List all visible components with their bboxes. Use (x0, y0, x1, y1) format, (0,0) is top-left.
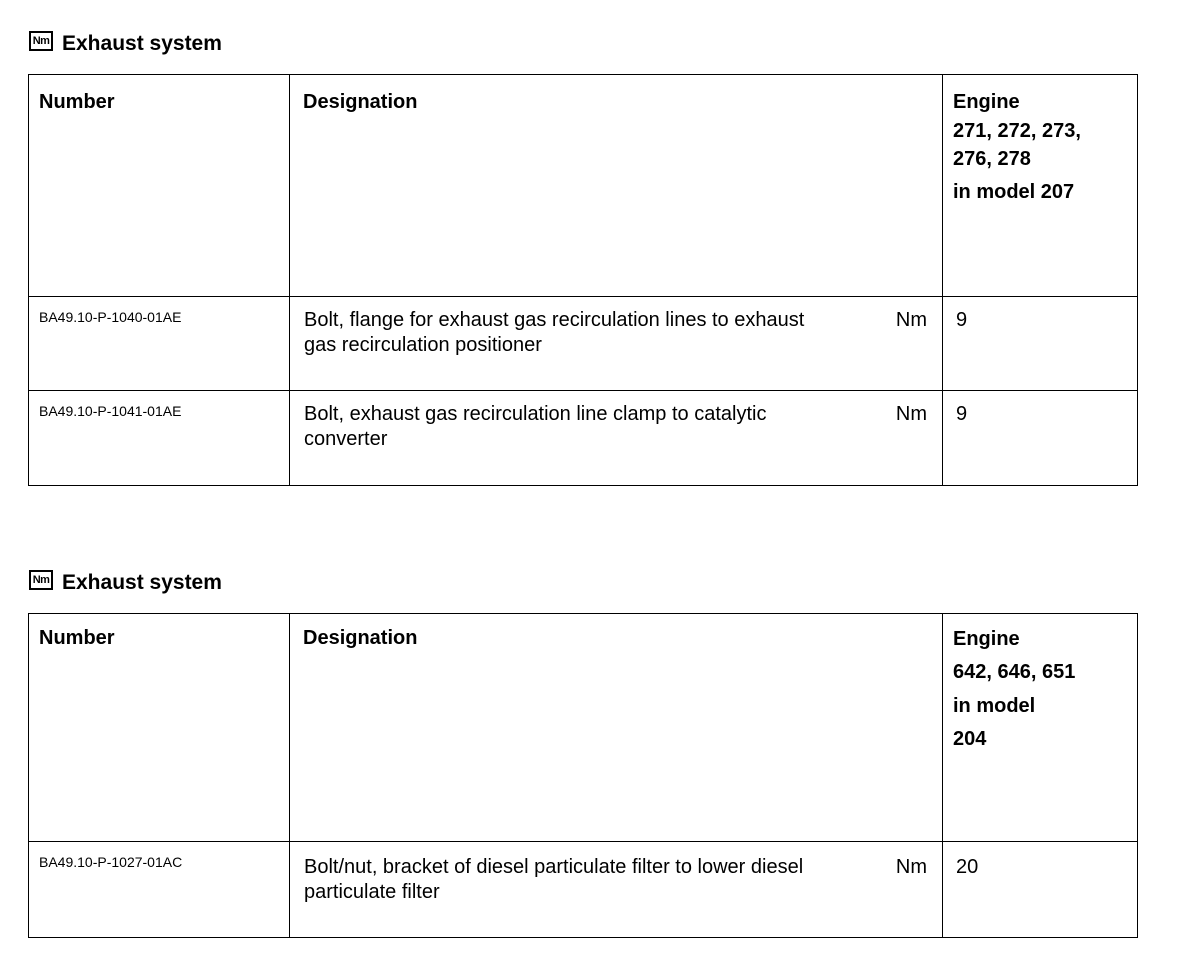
header-engine-line: in model 207 (953, 181, 1075, 203)
header-number: Number (39, 91, 115, 113)
designation-text: Bolt, flange for exhaust gas recirculation lines to exhaust gas recirculation positioner (304, 309, 805, 356)
header-engine-line: 204 (953, 728, 987, 750)
number-cell (29, 842, 290, 938)
table-row (29, 842, 1138, 938)
torque-value: 9 (956, 309, 968, 331)
table-header-row (29, 75, 1138, 297)
table-header-row (29, 614, 1138, 842)
designation-cell (290, 297, 943, 391)
designation-cell (290, 842, 943, 938)
header-designation-cell (290, 75, 943, 297)
number-cell (29, 297, 290, 391)
unit-label: Nm (895, 856, 927, 878)
value-cell (943, 297, 1138, 391)
header-number: Number (39, 627, 115, 649)
torque-table (28, 613, 1138, 938)
header-engine-label: Engine (953, 91, 1020, 113)
nm-torque-icon: Nm (29, 31, 53, 51)
table-row (29, 297, 1138, 391)
section-title (29, 30, 222, 58)
header-engine-cell (943, 614, 1138, 842)
designation-text: Bolt/nut, bracket of diesel particulate filter to lower diesel particulate filter (304, 856, 804, 903)
torque-table (28, 74, 1138, 486)
unit-label: Nm (895, 403, 927, 425)
part-number: BA49.10-P-1041-01AE (39, 403, 182, 419)
header-number-cell (29, 614, 290, 842)
table-row (29, 391, 1138, 486)
nm-torque-icon: Nm (29, 570, 53, 590)
torque-value: 9 (956, 403, 968, 425)
header-engine-label: Engine (953, 628, 1020, 650)
header-engine-line: 642, 646, 651 (953, 661, 1076, 683)
header-engine-cell (943, 75, 1138, 297)
part-number: BA49.10-P-1040-01AE (39, 309, 182, 325)
number-cell (29, 391, 290, 486)
torque-value: 20 (956, 856, 979, 878)
value-cell (943, 842, 1138, 938)
value-cell (943, 391, 1138, 486)
header-designation-cell (290, 614, 943, 842)
header-designation: Designation (303, 627, 418, 649)
header-engine-line: 276, 278 (953, 148, 1031, 170)
section-title-text: Exhaust system (62, 32, 222, 55)
section-title (29, 569, 222, 597)
part-number: BA49.10-P-1027-01AC (39, 854, 183, 870)
designation-cell (290, 391, 943, 486)
header-designation: Designation (303, 91, 418, 113)
section-title-text: Exhaust system (62, 571, 222, 594)
header-engine-line: in model (953, 695, 1036, 717)
unit-label: Nm (895, 309, 927, 331)
header-number-cell (29, 75, 290, 297)
designation-text: Bolt, exhaust gas recirculation line clamp to catalytic converter (304, 403, 767, 450)
header-engine-line: 271, 272, 273, (953, 120, 1081, 142)
